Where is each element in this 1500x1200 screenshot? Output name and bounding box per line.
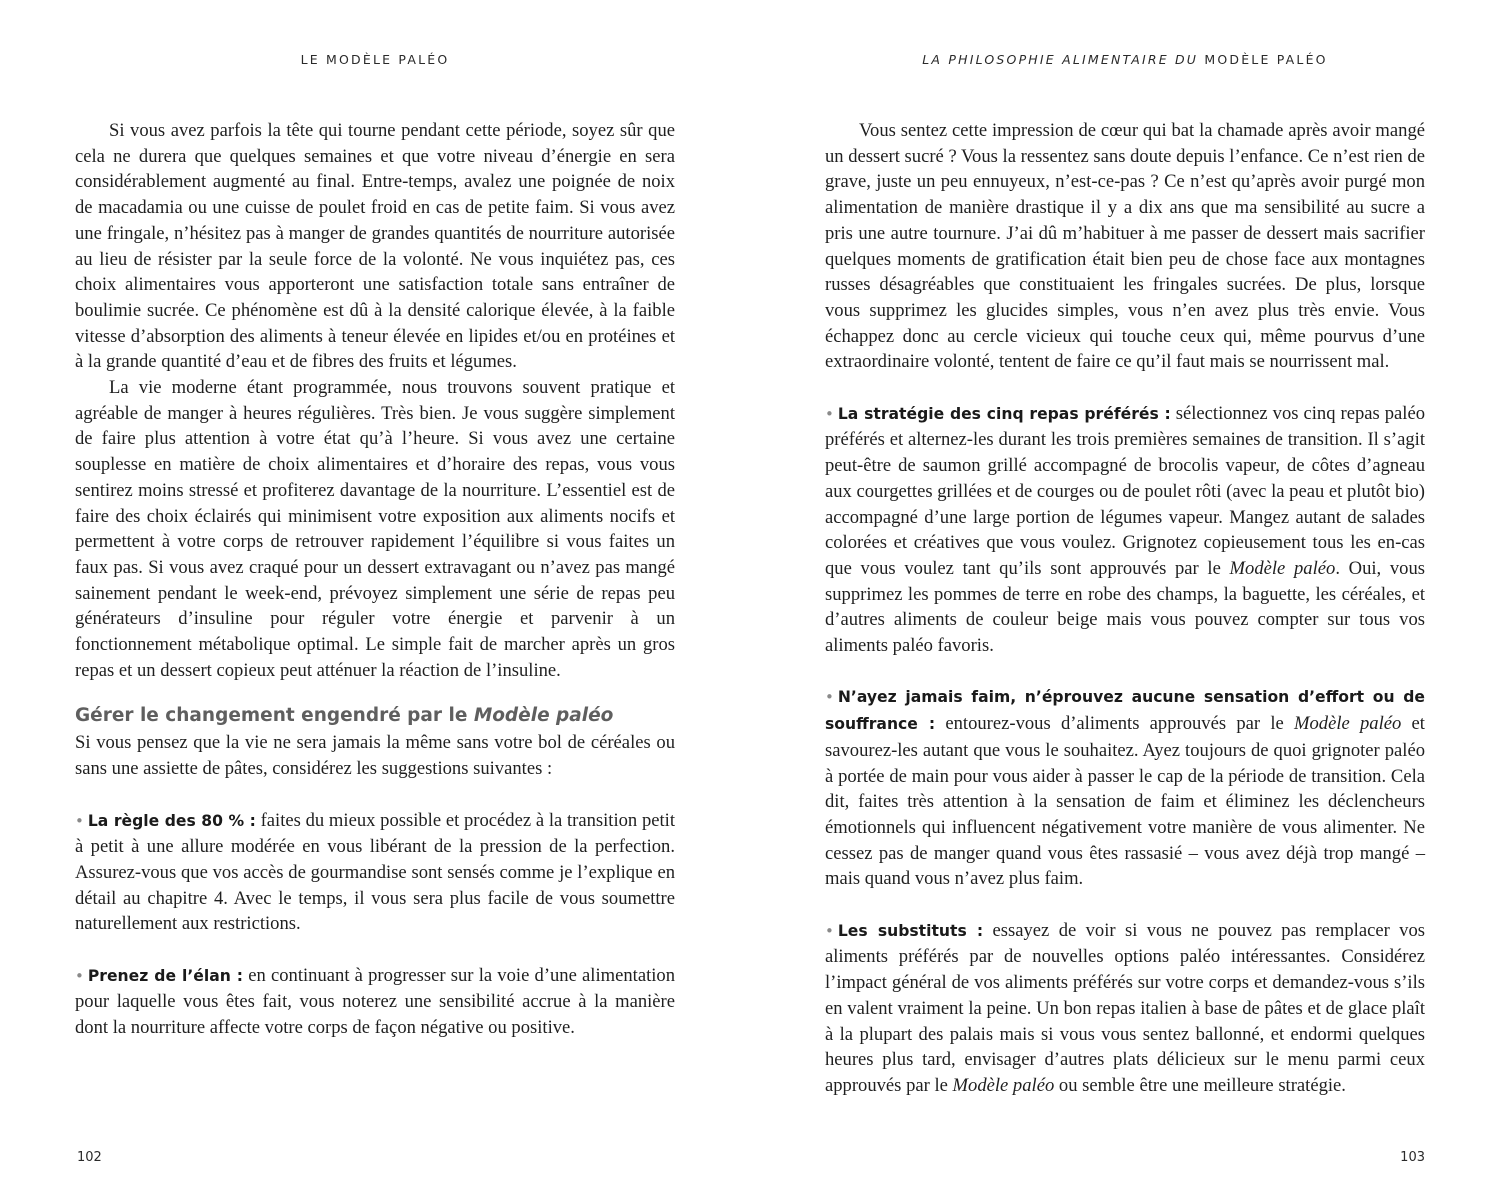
page-number-left: 102 [77, 1150, 102, 1165]
paragraph: Vous sentez cette impression de cœur qui bat la chamade après avoir mangé un dessert sucré ? Vous la ressentez sans doute depuis l’enfance. Ce n’est rien de grave, juste un peu ennuyeux, n’est-ce-pas ? Ce n’est qu’après avoir purgé mon alimentation de manière drastique il y a dix ans que ma sensibilité au sucre a pris une autre tournure. J’ai dû m’habituer à me passer de dessert mais sacrifier quelques moments de gratification était bien peu de chose face aux montagnes russes désagréables que constituaient les fringales sucrées. De plus, lorsque vous supprimez les glucides simples, vous n’en avez plus très envie. Vous échappez donc au cercle vicieux qui touche ceux qui, même pourvus d’une extraordinaire volonté, tentent de faire ce qu’il faut mais se nourrissent mal. [825, 120, 1425, 373]
bullet-label: Les substituts : [837, 921, 984, 940]
bullet-item [825, 918, 1425, 1099]
bullet-text: en continuant à progresser sur la voie d’une alimentation pour laquelle vous êtes fait, vous noterez une sensibilité accrue à la manière dont la nourriture affecte votre corps de façon négative ou positive. [75, 964, 675, 1039]
left-body-text [75, 118, 675, 1041]
bullet-text: ou semble être une meilleure stratégie. [1054, 1074, 1346, 1096]
running-head-right [750, 52, 1500, 67]
running-head-roman: MODÈLE PALÉO [1198, 52, 1328, 67]
bullet-text-italic: Modèle paléo [1294, 713, 1402, 735]
bullet-label: Prenez de l’élan : [87, 966, 244, 985]
bullet-icon: • [825, 921, 834, 940]
bullet-label: N’ayez jamais faim, n’éprouvez aucune sensation d’effort ou de souffrance : [825, 688, 1425, 734]
bullet-text: essayez de voir si vous ne pouvez pas remplacer vos aliments préférés par de nouvelles options paléo intéressantes. Considérez l’impact général de vos aliments préférés sur votre corps et demandez-vous s’ils en valent vraiment la peine. Un bon repas italien à base de pâtes et de glace plaît à la plupart des palais mais si vous vous sentez ballonné, et endormi quelques heures plus tard, envisager d’autres plats délicieux sur le menu parmi ceux approuvés par le [825, 919, 1425, 1096]
bullet-icon: • [825, 688, 834, 707]
right-body-text [825, 118, 1425, 1099]
page-number-right: 103 [1400, 1150, 1425, 1165]
bullet-icon: • [825, 404, 834, 423]
bullet-item [825, 684, 1425, 892]
section-heading-italic: Modèle paléo [473, 705, 614, 727]
bullet-text: faites du mieux possible et procédez à la transition petit à petit à une allure modérée en vous libérant de la pression de la perfection. Assurez-vous que vos accès de gourmandise sont sensés comme je l’explique en détail au chapitre 4. Avec le temps, il vous sera plus facile de vous soumettre naturellement aux restrictions. [75, 809, 675, 935]
bullet-text: sélectionnez vos cinq repas paléo préférés et alternez-les durant les trois premières semaines de transition. Il s’agit peut-être de saumon grillé accompagné de brocolis vapeur, de côtes d’agneau aux courgettes grillées et de courges ou de poulet rôti (avec la peau et plutôt bio) accompagné d’une large portion de légumes vapeur. Mangez autant de salades colorées et créatives que vous voulez. Grignotez copieusement tous les en-cas que vous voulez tant qu’ils sont approuvés par le [825, 402, 1426, 579]
bullet-text-italic: Modèle paléo [1229, 557, 1336, 579]
bullet-item [825, 401, 1425, 659]
paragraph: La vie moderne étant programmée, nous trouvons souvent pratique et agréable de manger à heures régulières. Très bien. Je vous suggère simplement de faire plus attention à votre état qu’à l’heure. Si vous avez une certaine souplesse en matière de choix alimentaires et d’horaire des repas, vous vous sentirez moins stressé et profiterez davantage de la nourriture. L’essentiel est de faire des choix éclairés qui minimisent votre exposition aux aliments nocifs et permettent à votre corps de retrouver rapidement l’équilibre si vous faites un faux pas. Si vous avez craqué pour un dessert extravagant ou n’avez pas mangé sainement pendant le week-end, prévoyez simplement une série de repas peu générateurs d’insuline pour réguler votre énergie et parvenir à un fonctionnement métabolique optimal. Le simple fait de marcher après un gros repas et un dessert copieux peut atténuer la réaction de l’insuline. [75, 377, 675, 681]
bullet-label: La stratégie des cinq repas préférés : [837, 404, 1171, 423]
running-head-left: LE MODÈLE PALÉO [300, 52, 450, 67]
bullet-icon: • [75, 811, 84, 830]
bullet-item [75, 963, 675, 1041]
bullet-label: La règle des 80 % : [87, 811, 256, 830]
bullet-text-italic: Modèle paléo [952, 1074, 1055, 1096]
running-head-italic: LA PHILOSOPHIE ALIMENTAIRE DU [922, 52, 1199, 67]
section-intro: Si vous pensez que la vie ne sera jamais la même sans votre bol de céréales ou sans une assiette de pâtes, considérez les suggestions suivantes : [75, 732, 675, 780]
bullet-text: et savourez-les autant que vous le souhaitez. Ayez toujours de quoi grignoter paléo à portée de main pour vous aider à passer le cap de la période de transition. Cela dit, faites très attention à la sensation de faim et éliminez les déclencheurs émotionnels qui influencent négativement votre manière de vous alimenter. Ne cessez pas de manger quand vous êtes rassasié – vous avez déjà trop mangé – mais quand vous n’avez plus faim. [825, 713, 1425, 890]
bullet-icon: • [75, 966, 84, 985]
bullet-text: entourez-vous d’aliments approuvés par le [935, 713, 1294, 735]
section-heading [75, 704, 675, 728]
paragraph: Si vous avez parfois la tête qui tourne pendant cette période, soyez sûr que cela ne durera que quelques semaines et que votre niveau d’énergie en sera considérablement augmenté au final. Entre-temps, avalez une poignée de noix de macadamia ou une cuisse de poulet froid en cas de petite faim. Si vous avez une fringale, n’hésitez pas à manger de grandes quantités de nourriture autorisée au lieu de résister par la seule force de la volonté. Ne vous inquiétez pas, ces choix alimentaires vous apporteront une satisfaction totale sans entraîner de boulimie sucrée. Ce phénomène est dû à la densité calorique élevée, à la faible vitesse d’absorption des aliments à teneur élevée en lipides et/ou en protéines et à la grande quantité d’eau et de fibres des fruits et légumes. [75, 120, 675, 373]
right-page [750, 0, 1500, 1200]
section-heading-text: Gérer le changement engendré par le [75, 705, 474, 727]
bullet-item [75, 808, 675, 938]
bullet-text: . Oui, vous supprimez les pommes de terre en robe des champs, la baguette, les céréales, et d’autres aliments de couleur beige mais vous pouvez compter sur tous vos aliments paléo favoris. [825, 557, 1426, 657]
